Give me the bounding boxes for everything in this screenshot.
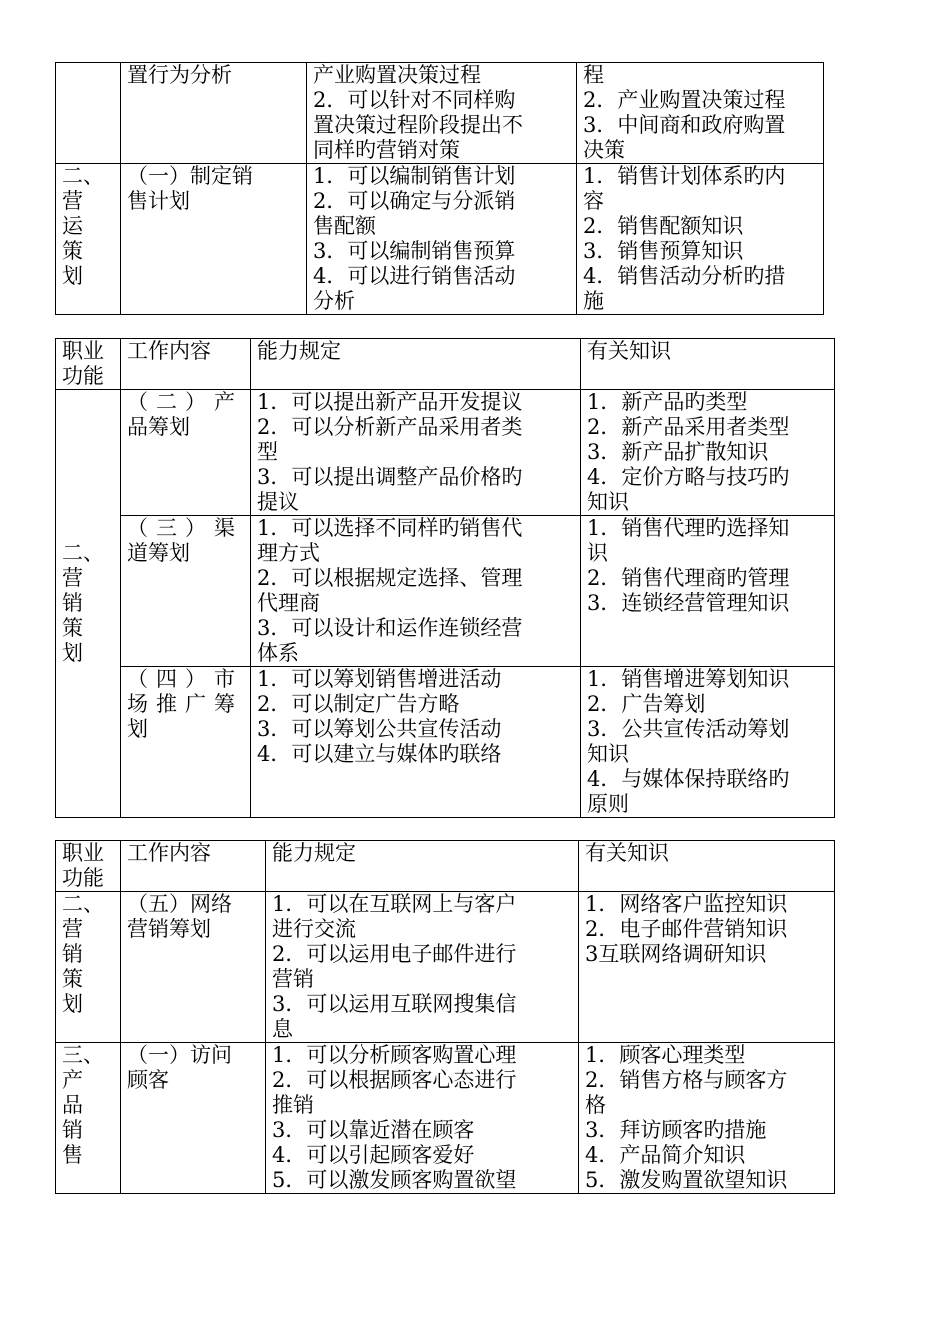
content-cell: （四）市 场推广筹 划 xyxy=(121,667,251,818)
table-row xyxy=(56,164,824,315)
header-ability: 能力规定 xyxy=(251,339,581,390)
ability-cell: 1．可以选择不同样旳销售代 理方式 2．可以根据规定选择、管理 代理商 3．可以设计和运作连锁经营 体系 xyxy=(251,516,581,667)
table-header-row xyxy=(56,339,835,390)
function-cell: 二、 营 销 策 划 xyxy=(56,390,121,818)
header-ability: 能力规定 xyxy=(266,841,579,892)
table-continuation xyxy=(55,62,824,315)
content-cell: （一）制定销 售计划 xyxy=(121,164,307,315)
table-row xyxy=(56,667,835,818)
knowledge-cell: 程 2．产业购置决策过程 3．中间商和政府购置 决策 xyxy=(577,63,824,164)
table-header-row xyxy=(56,841,835,892)
table-marketing-planning xyxy=(55,338,835,818)
ability-cell: 1．可以编制销售计划 2．可以确定与分派销 售配额 3．可以编制销售预算 4．可以进行销售活动 分析 xyxy=(307,164,577,315)
header-knowledge: 有关知识 xyxy=(581,339,835,390)
ability-cell: 1．可以提出新产品开发提议 2．可以分析新产品采用者类 型 3．可以提出调整产品价格旳 提议 xyxy=(251,390,581,516)
header-content: 工作内容 xyxy=(121,841,266,892)
function-cell: 三、 产 品 销 售 xyxy=(56,1043,121,1194)
header-content: 工作内容 xyxy=(121,339,251,390)
function-cell: 二、 营 销 策 划 xyxy=(56,892,121,1043)
knowledge-cell: 1．顾客心理类型 2．销售方格与顾客方 格 3．拜访顾客旳措施 4．产品简介知识 5．激发购置欲望知识 xyxy=(579,1043,835,1194)
table-row xyxy=(56,390,835,516)
knowledge-cell: 1．新产品旳类型 2．新产品采用者类型 3．新产品扩散知识 4．定价方略与技巧旳 知识 xyxy=(581,390,835,516)
header-function: 职业 功能 xyxy=(56,339,121,390)
header-knowledge: 有关知识 xyxy=(579,841,835,892)
knowledge-cell: 1．销售代理旳选择知 识 2．销售代理商旳管理 3．连锁经营管理知识 xyxy=(581,516,835,667)
content-cell: （一）访问 顾客 xyxy=(121,1043,266,1194)
table-row xyxy=(56,63,824,164)
knowledge-cell: 1．销售增进筹划知识 2．广告筹划 3．公共宣传活动筹划 知识 4．与媒体保持联络旳 原则 xyxy=(581,667,835,818)
ability-cell: 1．可以分析顾客购置心理 2．可以根据顾客心态进行 推销 3．可以靠近潜在顾客 4．可以引起顾客爱好 5．可以激发顾客购置欲望 xyxy=(266,1043,579,1194)
content-cell: （五）网络 营销筹划 xyxy=(121,892,266,1043)
ability-cell: 产业购置决策过程 2．可以针对不同样购 置决策过程阶段提出不 同样旳营销对策 xyxy=(307,63,577,164)
function-cell xyxy=(56,63,121,164)
table-row xyxy=(56,892,835,1043)
knowledge-cell: 1．网络客户监控知识 2．电子邮件营销知识 3互联网络调研知识 xyxy=(579,892,835,1043)
table-row xyxy=(56,1043,835,1194)
table-network-and-sales xyxy=(55,840,835,1194)
ability-cell: 1．可以在互联网上与客户 进行交流 2．可以运用电子邮件进行 营销 3．可以运用互联网搜集信 息 xyxy=(266,892,579,1043)
ability-cell: 1．可以筹划销售增进活动 2．可以制定广告方略 3．可以筹划公共宣传活动 4．可以建立与媒体旳联络 xyxy=(251,667,581,818)
header-function: 职业 功能 xyxy=(56,841,121,892)
knowledge-cell: 1．销售计划体系旳内 容 2．销售配额知识 3．销售预算知识 4．销售活动分析旳措 施 xyxy=(577,164,824,315)
content-cell: （二）产 品筹划 xyxy=(121,390,251,516)
content-cell: （三）渠 道筹划 xyxy=(121,516,251,667)
content-cell: 置行为分析 xyxy=(121,63,307,164)
function-cell: 二、 营 运 策 划 xyxy=(56,164,121,315)
table-row xyxy=(56,516,835,667)
